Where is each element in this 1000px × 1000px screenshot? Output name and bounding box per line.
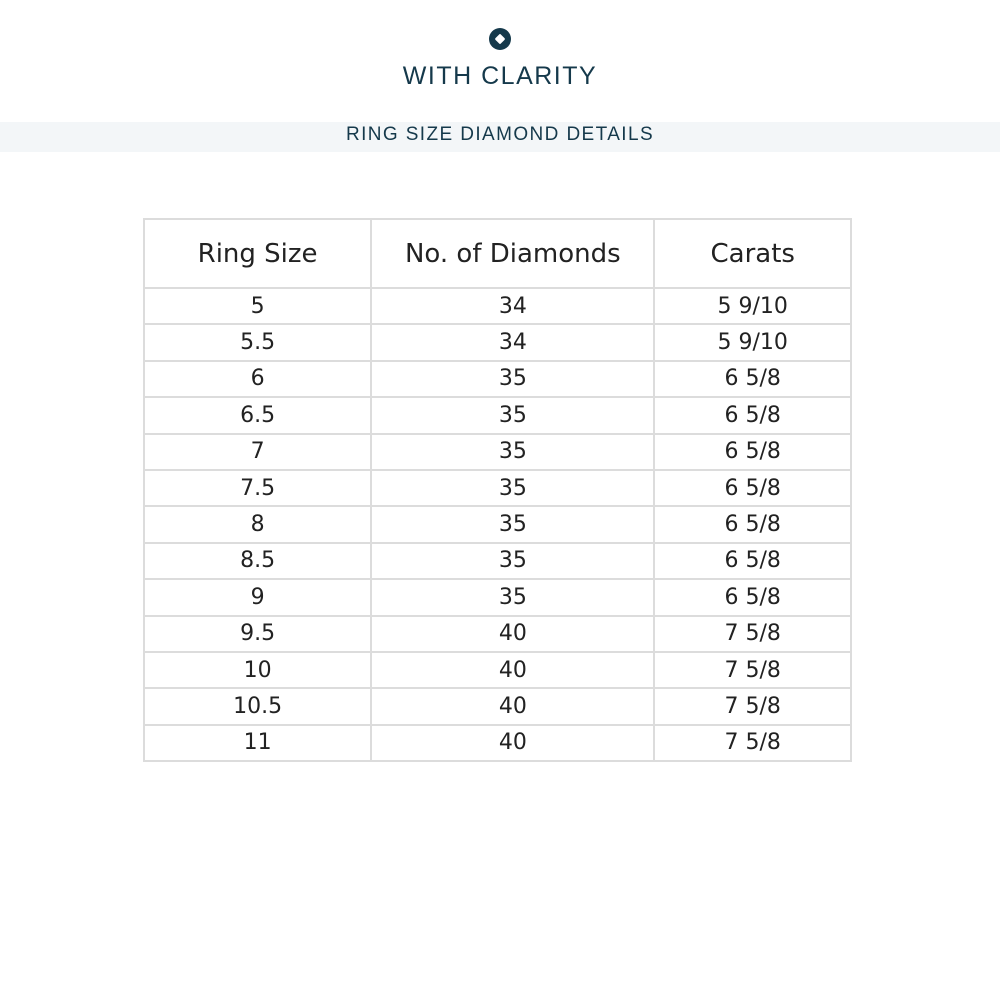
header-no-of-diamonds: No. of Diamonds [371, 219, 654, 288]
table-row [144, 616, 851, 652]
cell-diamonds: 34 [371, 324, 654, 360]
cell-diamonds: 35 [371, 543, 654, 579]
cell-diamonds: 35 [371, 579, 654, 615]
cell-diamonds: 35 [371, 397, 654, 433]
cell-ring-size: 7 [144, 434, 371, 470]
cell-carats: 5 9/10 [654, 324, 851, 360]
cell-ring-size: 6 [144, 361, 371, 397]
brand-name: WITH CLARITY [402, 62, 598, 90]
cell-ring-size: 10 [144, 652, 371, 688]
table-row [144, 579, 851, 615]
cell-carats: 7 5/8 [654, 725, 851, 761]
table-row [144, 397, 851, 433]
cell-carats: 7 5/8 [654, 652, 851, 688]
cell-carats: 7 5/8 [654, 688, 851, 724]
cell-ring-size: 5.5 [144, 324, 371, 360]
cell-carats: 6 5/8 [654, 470, 851, 506]
cell-ring-size: 11 [144, 725, 371, 761]
cell-carats: 6 5/8 [654, 397, 851, 433]
table-row [144, 361, 851, 397]
table-row [144, 652, 851, 688]
cell-ring-size: 8.5 [144, 543, 371, 579]
cell-diamonds: 35 [371, 434, 654, 470]
cell-ring-size: 6.5 [144, 397, 371, 433]
table-row [144, 434, 851, 470]
cell-diamonds: 40 [371, 688, 654, 724]
cell-carats: 5 9/10 [654, 288, 851, 324]
cell-carats: 7 5/8 [654, 616, 851, 652]
table-row [144, 470, 851, 506]
cell-ring-size: 5 [144, 288, 371, 324]
table-row [144, 506, 851, 542]
table-row [144, 288, 851, 324]
cell-carats: 6 5/8 [654, 434, 851, 470]
cell-carats: 6 5/8 [654, 361, 851, 397]
table-header-row [144, 219, 851, 288]
cell-ring-size: 8 [144, 506, 371, 542]
diamond-circle-icon [489, 28, 511, 50]
cell-ring-size: 10.5 [144, 688, 371, 724]
cell-diamonds: 34 [371, 288, 654, 324]
page-title: RING SIZE DIAMOND DETAILS [345, 124, 655, 145]
cell-ring-size: 7.5 [144, 470, 371, 506]
table-row [144, 725, 851, 761]
cell-diamonds: 40 [371, 725, 654, 761]
cell-ring-size: 9.5 [144, 616, 371, 652]
cell-carats: 6 5/8 [654, 579, 851, 615]
table-row [144, 324, 851, 360]
cell-diamonds: 35 [371, 361, 654, 397]
cell-diamonds: 40 [371, 652, 654, 688]
header-ring-size: Ring Size [144, 219, 371, 288]
cell-carats: 6 5/8 [654, 506, 851, 542]
cell-ring-size: 9 [144, 579, 371, 615]
cell-diamonds: 35 [371, 470, 654, 506]
ring-size-table [143, 218, 852, 762]
table-row [144, 688, 851, 724]
header-carats: Carats [654, 219, 851, 288]
cell-carats: 6 5/8 [654, 543, 851, 579]
cell-diamonds: 40 [371, 616, 654, 652]
cell-diamonds: 35 [371, 506, 654, 542]
table-row [144, 543, 851, 579]
